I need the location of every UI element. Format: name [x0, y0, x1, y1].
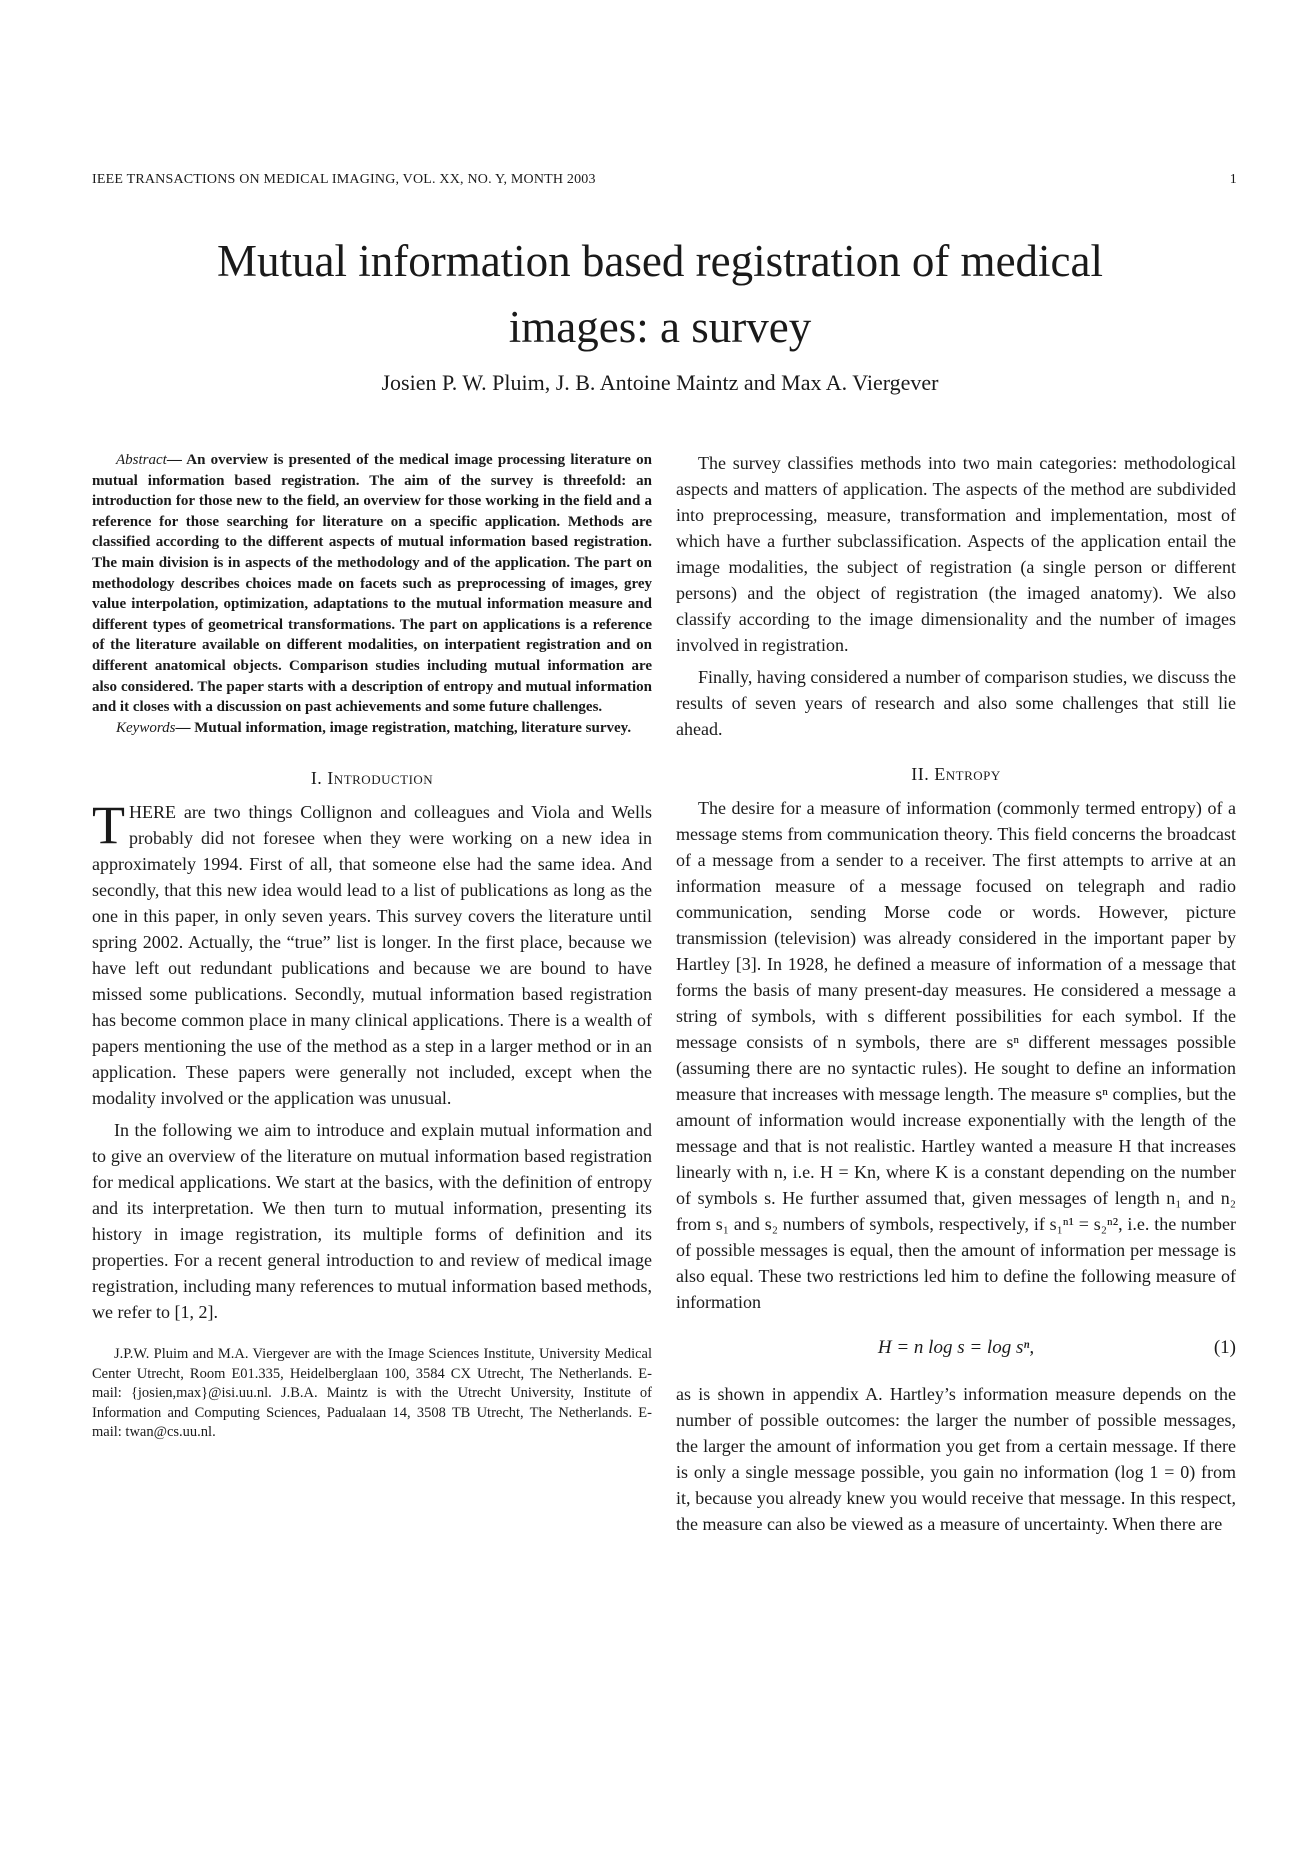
title-line-1: Mutual information based registration of medical [216, 236, 1103, 286]
keywords-text: — Mutual information, image registration, matching, literature survey. [175, 719, 632, 736]
entropy-paragraph-2: as is shown in appendix A. Hartley’s information measure depends on the number of possible outcomes: the larger the number of possible messages, the larger the amount of information you get from a certain message. If there is only a single message possible, you gain no information (log 1 = 0) from it, because you already knew you would receive that message. In this respect, the measure can also be viewed as a measure of uncertainty. When there are [676, 1384, 1236, 1534]
section-heading-entropy: II. Entropy [911, 764, 1001, 784]
paper-title [80, 228, 1240, 360]
equation-body: H = n log s = log sⁿ, [877, 1337, 1035, 1358]
page-number: 1 [1229, 172, 1237, 187]
equation-1 [676, 1327, 1236, 1377]
left-column [92, 450, 652, 1457]
abstract [92, 450, 652, 718]
drop-cap: T [92, 795, 125, 856]
right-column [676, 450, 1236, 1543]
title-line-2: images: a survey [508, 302, 812, 352]
journal-name: IEEE TRANSACTIONS ON MEDICAL IMAGING, VOL. XX, NO. Y, MONTH 2003 [92, 172, 596, 187]
entropy-paragraph-1: The desire for a measure of information (commonly termed entropy) of a message stems from communication theory. This field concerns the broadcast of a message from a sender to a receiver. The first attempts to arrive at an information measure of a message focused on telegraph and radio communication, sending Morse code or words. However, picture transmission (television) was already considered in the important paper by Hartley [3]. In 1928, he defined a measure of information of a message that forms the basis of many present-day measures. He considered a message a string of symbols, with s different possibilities for each symbol. If the message consists of n symbols, there are sⁿ different messages possible (assuming there are no syntactic rules). He sought to define an information measure that increases with message length. The measure sⁿ complies, but the amount of information would increase exponentially with the length of the message and that is not realistic. Hartley wanted a measure H that increases linearly with n, i.e. H = Kn, where K is a constant depending on the number of symbols s. He further assumed that, given messages of length n₁ and n₂ from s₁ and s₂ numbers of symbols, respectively, if s₁ⁿ¹ = s₂ⁿ², i.e. the number of possible messages is equal, then the amount of information per message is also equal. These two restrictions led him to define the following measure of information [676, 798, 1236, 1312]
intro-paragraph-1-text: HERE are two things Collignon and colleagues and Viola and Wells probably did not foresee when they were working on a new idea in approximately 1994. First of all, that someone else had the same idea. And secondly, that this new idea would lead to a list of publications as long as the one in this paper, in only seven years. This survey covers the literature until spring 2002. Actually, the “true” list is longer. In the first place, because we have left out redundant publications and because we are bound to have missed some publications. Secondly, mutual information based registration has become common place in many clinical applications. There is a wealth of papers mentioning the use of the method as a step in a larger method or in an application. These papers were generally not included, except when the modality involved or the application was unusual. [92, 802, 652, 1109]
intro-paragraph-1 [92, 795, 652, 1111]
intro-paragraph-4: Finally, having considered a number of comparison studies, we discuss the results of seven years of research and also some challenges that still lie ahead. [676, 667, 1236, 739]
intro-paragraph-2: In the following we aim to introduce and explain mutual information and to give an overview of the literature on mutual information based registration for medical applications. We start at the basics, with the definition of entropy and its interpretation. We then turn to mutual information, presenting its history in image registration, its multiple forms of definition and its properties. For a recent general introduction to and review of medical image registration, including many references to mutual information based methods, we refer to [1, 2]. [92, 1120, 652, 1323]
keywords [92, 718, 652, 739]
equation-number: (1) [1213, 1337, 1236, 1358]
intro-paragraph-3: The survey classifies methods into two main categories: methodological aspects and matters of application. The aspects of the method are subdivided into preprocessing, measure, transformation and implementation, most of which have a further subclassification. Aspects of the application entail the image modalities, the subject of registration (a single person or different persons) and the object of registration (the imaged anatomy). We also classify according to the image dimensionality and the number of images involved in registration. [676, 453, 1236, 655]
authors: Josien P. W. Pluim, J. B. Antoine Maintz and Max A. Viergever [381, 370, 939, 395]
abstract-lead: Abstract [116, 452, 167, 468]
running-head [92, 172, 1237, 188]
author-footnote: J.P.W. Pluim and M.A. Viergever are with the Image Sciences Institute, University Medical Center Utrecht, Room E01.335, Heidelberglaan 100, 3584 CX Utrecht, The Netherlands. E-mail: {josien,max}@isi.uu.nl. J.B.A. Maintz is with the Utrecht University, Institute of Information and Computing Sciences, Padualaan 14, 3508 TB Utrecht, The Netherlands. E-mail: twan@cs.uu.nl. [92, 1346, 652, 1441]
section-heading-introduction: I. Introduction [310, 768, 434, 789]
abstract-text: — An overview is presented of the medical image processing literature on mutual information based registration. The aim of the survey is threefold: an introduction for those new to the field, an overview for those working in the field and a reference for those searching for literature on a specific application. Methods are classified according to the different aspects of mutual information based registration. The main division is in aspects of the methodology and of the application. The part on methodology describes choices made on facets such as preprocessing of images, grey value interpolation, optimization, adaptations to the mutual information measure and different types of geometrical transformations. The part on applications is a reference of the literature available on different modalities, on interpatient registration and on different anatomical objects. Comparison studies including mutual information are also considered. The paper starts with a description of entropy and mutual information and it closes with a discussion on past achievements and some future challenges. [92, 452, 652, 716]
keywords-lead: Keywords [116, 719, 176, 736]
